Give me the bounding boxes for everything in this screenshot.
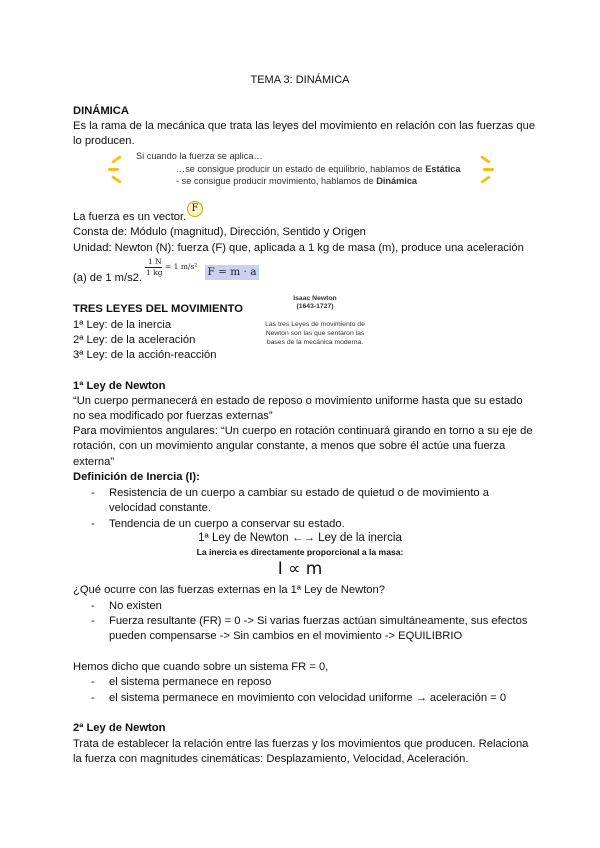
paragraph-line: Unidad: Newton (N): fuerza (F) que, aplicada a 1 kg de masa (m), produce una aceleración xyxy=(73,242,524,254)
paragraph-line: “Un cuerpo permanecerá en estado de reposo o movimiento uniforme hasta que su estado xyxy=(73,395,523,407)
figure-fuerza xyxy=(106,150,496,194)
law-item: 3ª Ley: de la acción-reacción xyxy=(73,349,217,361)
paragraph-line: lo producen. xyxy=(73,135,135,147)
paragraph-line: Es la rama de la mecánica que trata las leyes del movimiento en relación con las fuerzas que xyxy=(73,120,536,132)
newton-infobox xyxy=(263,295,367,361)
figure-line: - se consigue producir movimiento, hablamos de Dinámica xyxy=(176,176,418,186)
section-heading-ley2: 2ª Ley de Newton xyxy=(73,722,166,734)
subheading-inercia: Definición de Inercia (I): xyxy=(73,471,200,483)
section-heading-ley1: 1ª Ley de Newton xyxy=(73,380,166,392)
newton-years: (1643-1727) xyxy=(296,303,334,310)
bullet-marker: - xyxy=(91,518,95,530)
vector-f-icon: F xyxy=(187,201,203,217)
paragraph-line: Trata de establecer la relación entre las fuerzas y los movimientos que producen. Relaciona xyxy=(73,738,529,750)
bullet-text: Resistencia de un cuerpo a cambiar su estado de quietud o de movimiento a xyxy=(109,487,489,499)
paragraph-line: no sea modificado por fuerzas externas” xyxy=(73,410,273,422)
bullet-text: Fuerza resultante (FR) = 0 -> Si varias fuerzas actúan simultáneamente, sus efectos xyxy=(109,615,528,627)
bullet-text: el sistema permanece en reposo xyxy=(109,676,272,688)
paragraph-line: (a) de 1 m/s2. xyxy=(73,272,143,284)
fraction-denominator: 1 kg xyxy=(146,268,163,277)
figure-line: …se consigue producir un estado de equilibrio, hablamos de Estática xyxy=(176,164,461,174)
bullet-marker: - xyxy=(91,600,95,612)
mark-icon xyxy=(111,175,122,184)
fraction-result: = 1 m/s² xyxy=(165,262,198,271)
mark-icon xyxy=(480,175,491,184)
mark-icon xyxy=(483,168,494,171)
paragraph-line: la fuerza con magnitudes cinemáticas: Desplazamiento, Velocidad, Aceleración. xyxy=(73,753,469,765)
paragraph-line: Hemos dicho que cuando sobre un sistema FR = 0, xyxy=(73,661,329,673)
fraction-numerator: 1 N xyxy=(148,257,162,266)
paragraph-line: ¿Qué ocurre con las fuerzas externas en la 1ª Ley de Newton? xyxy=(73,584,385,596)
bullet-text: No existen xyxy=(109,600,162,612)
section-heading-tres-leyes: TRES LEYES DEL MOVIMIENTO xyxy=(73,303,243,315)
bullet-text: el sistema permanece en movimiento con velocidad uniforme → aceleración = 0 xyxy=(109,692,507,704)
bullet-marker: - xyxy=(91,615,95,627)
bullet-marker: - xyxy=(91,487,95,499)
proportionality-formula: I ∝ m xyxy=(277,559,323,579)
paragraph-line: Consta de: Módulo (magnitud), Dirección, Sentido y Origen xyxy=(73,226,366,238)
bullet-text: Tendencia de un cuerpo a conservar su estado. xyxy=(109,518,345,530)
paragraph-line: externa” xyxy=(73,456,115,468)
mark-icon xyxy=(480,155,491,164)
newton-description: Las tres Leyes de movimiento de Newton son las que sentaron las bases de la mecánica moderna. xyxy=(265,321,365,346)
bullet-marker: - xyxy=(91,676,95,688)
law-equivalence: 1ª Ley de Newton ←→ Ley de la inercia xyxy=(198,532,402,544)
paragraph-line: rotación, con un movimiento angular constante, a menos que sobre él actúe una fuerza xyxy=(73,440,506,452)
bullet-text: pueden compensarse -> Sin cambios en el movimiento -> EQUILIBRIO xyxy=(109,630,463,642)
paragraph-line: La fuerza es un vector. xyxy=(73,211,187,223)
law-item: 2ª Ley: de la aceleración xyxy=(73,334,196,346)
bullet-text: velocidad constante. xyxy=(109,502,211,514)
paragraph-line: Para movimientos angulares: “Un cuerpo en rotación continuará girando en torno a su eje de xyxy=(73,425,533,437)
figure-line: Si cuando la fuerza se aplica… xyxy=(136,151,263,161)
formula-box: F = m · a xyxy=(205,265,259,280)
mark-icon xyxy=(111,155,122,164)
law-subtitle: La inercia es directamente proporcional a la masa: xyxy=(196,547,404,557)
bullet-marker: - xyxy=(91,692,95,704)
law-item: 1ª Ley: de la inercia xyxy=(73,319,172,331)
newton-name: Isaac Newton xyxy=(293,295,337,302)
section-heading-dinamica: DINÁMICA xyxy=(73,105,129,117)
page-title: TEMA 3: DINÁMICA xyxy=(250,74,350,86)
mark-icon xyxy=(108,168,119,171)
